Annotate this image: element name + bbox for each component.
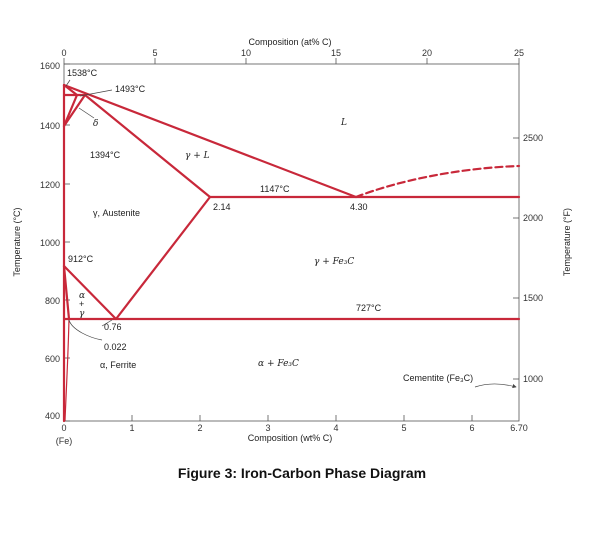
top-axis-ticks	[64, 58, 519, 64]
bottom-tick-label: 2	[197, 423, 203, 433]
label-1394: 1394°C	[90, 150, 121, 160]
left-tick-label: 1200	[39, 180, 60, 190]
phase-boundaries	[64, 85, 519, 421]
label-076: 0.76	[104, 322, 122, 332]
left-tick-label: 400	[44, 411, 60, 421]
top-tick-label: 15	[330, 48, 342, 58]
bottom-axis-ticks	[64, 415, 472, 421]
bottom-tick-label: 0	[61, 423, 67, 433]
label-214: 2.14	[213, 202, 231, 212]
top-tick-label: 0	[61, 48, 67, 58]
liquidus-line	[64, 85, 356, 197]
label-1147: 1147°C	[260, 184, 290, 194]
top-tick-label: 20	[421, 48, 433, 58]
leader-cementite	[475, 384, 516, 387]
label-plus-small: +	[79, 299, 85, 309]
label-delta: δ	[93, 119, 99, 129]
left-axis-title: Temperature (°C)	[12, 207, 22, 277]
delta-boundary	[64, 85, 77, 126]
top-tick-label: 25	[513, 48, 525, 58]
label-ferrite: α, Ferrite	[100, 360, 137, 370]
right-axis-title: Temperature (°F)	[562, 207, 572, 277]
right-axis-tick-labels	[523, 133, 543, 384]
solidus-line	[85, 95, 210, 197]
top-tick-label: 10	[240, 48, 252, 58]
bottom-tick-label: 5	[401, 423, 407, 433]
leader-delta	[79, 108, 94, 118]
label-gamma-fe3c: γ + Fe₃C	[314, 257, 355, 267]
right-tick-label: 2000	[523, 213, 544, 223]
label-gamma-small: γ	[79, 309, 85, 319]
label-gamma-l: γ + L	[185, 151, 210, 161]
leader-0022	[69, 320, 102, 340]
top-axis-tick-labels	[61, 48, 524, 58]
leader-1538	[66, 80, 70, 86]
alpha-solvus	[65, 319, 69, 421]
right-tick-label: 2500	[523, 133, 544, 143]
bottom-axis-tick-labels	[61, 423, 527, 433]
bottom-tick-label: 6.70	[510, 423, 528, 433]
bottom-tick-label: 6	[469, 423, 475, 433]
right-axis-ticks	[513, 138, 519, 379]
bottom-tick-label: 3	[265, 423, 271, 433]
left-tick-label: 800	[44, 296, 60, 306]
a3-line	[64, 266, 116, 319]
label-430: 4.30	[350, 202, 368, 212]
label-austenite: γ, Austenite	[93, 208, 141, 218]
right-tick-label: 1000	[523, 374, 544, 384]
label-1493: 1493°C	[115, 84, 146, 94]
right-tick-label: 1500	[523, 293, 544, 303]
top-tick-label: 5	[152, 48, 158, 58]
leader-lines	[66, 80, 516, 387]
liquidus-cementite-dashed	[356, 166, 519, 197]
label-0022: 0.022	[104, 342, 127, 352]
figure-caption: Figure 3: Iron-Carbon Phase Diagram	[177, 465, 427, 481]
label-alpha-small: α	[79, 291, 86, 301]
left-tick-label: 1400	[39, 121, 60, 131]
left-tick-label: 1000	[39, 238, 60, 248]
fe-origin-label: (Fe)	[55, 436, 73, 446]
left-tick-label: 600	[44, 354, 60, 364]
bottom-axis-title: Composition (wt% C)	[247, 433, 333, 443]
label-1538: 1538°C	[67, 68, 98, 78]
left-tick-label: 1600	[39, 61, 60, 71]
label-cementite: Cementite (Fe₃C)	[403, 373, 474, 383]
label-727: 727°C	[356, 303, 382, 313]
left-axis-tick-labels	[40, 61, 60, 421]
bottom-tick-label: 1	[129, 423, 135, 433]
label-alpha-fe3c: α + Fe₃C	[258, 359, 299, 369]
label-liquid: L	[341, 118, 347, 128]
bottom-tick-label: 4	[333, 423, 339, 433]
top-axis-title: Composition (at% C)	[248, 37, 332, 47]
label-912: 912°C	[68, 254, 94, 264]
